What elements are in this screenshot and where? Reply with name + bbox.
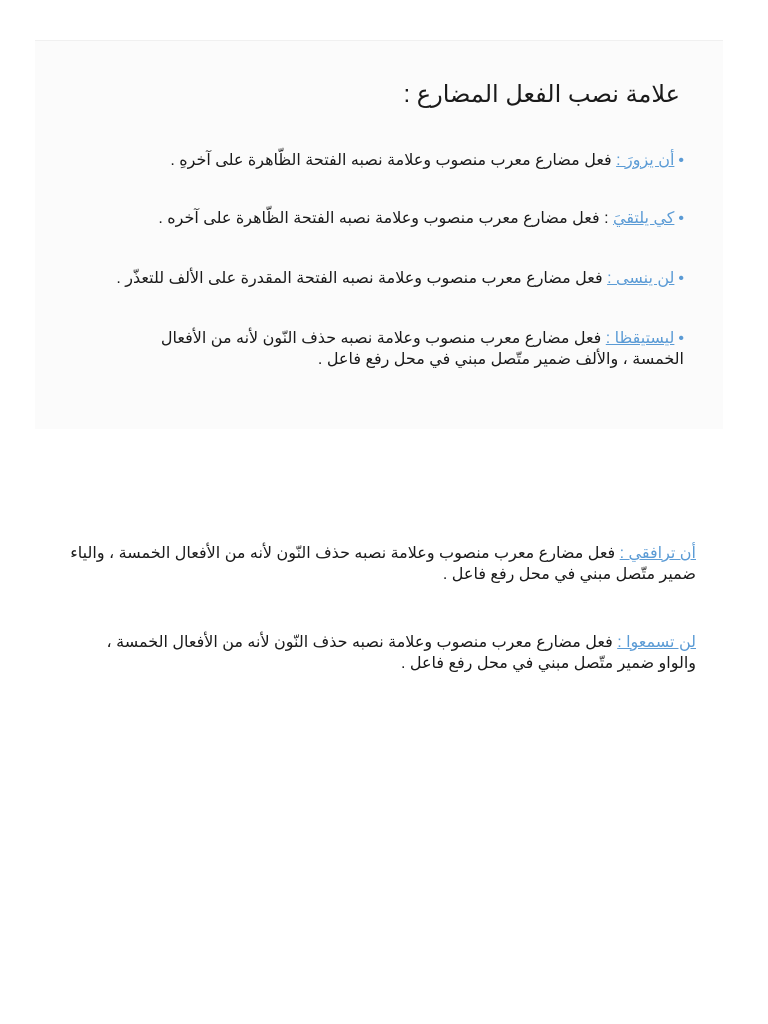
bullet-item bbox=[158, 208, 684, 229]
bullet-item bbox=[124, 328, 684, 370]
bullet-text: : فعل مضارع معرب منصوب وعلامة نصبه الفتحة الظّاهرة على آخره . bbox=[158, 210, 613, 227]
bullet-text: فعل مضارع معرب منصوب وعلامة نصبه حذف النّون لأنه من الأفعال الخمسة ، والألف ضمير متّصل مبني في محل رفع فاعل . bbox=[160, 330, 684, 368]
verb-label: ليستيقظا : bbox=[605, 330, 675, 347]
bullet-item bbox=[170, 150, 684, 171]
bullet-dot: • bbox=[678, 270, 684, 287]
paragraph bbox=[51, 543, 696, 585]
bullet-item bbox=[116, 268, 684, 289]
verb-label: لن تسمعوا : bbox=[617, 634, 696, 651]
slide-title: علامة نصب الفعل المضارع : bbox=[403, 81, 680, 108]
paragraph-text: فعل مضارع معرب منصوب وعلامة نصبه حذف النّون لأنه من الأفعال الخمسة ، والياء ضمير متّصل مبني في محل رفع فاعل . bbox=[70, 545, 696, 583]
bullet-dot: • bbox=[678, 152, 684, 169]
verb-label: أن ترافقي : bbox=[619, 545, 696, 562]
bullet-dot: • bbox=[678, 210, 684, 227]
bullet-text: فعل مضارع معرب منصوب وعلامة نصبه الفتحة الظّاهرة على آخرهِ . bbox=[170, 152, 617, 169]
verb-label: أن يزورَ : bbox=[616, 152, 675, 169]
bullet-text: فعل مضارع معرب منصوب وعلامة نصبه الفتحة المقدرة على الألف للتعذّر . bbox=[116, 270, 608, 287]
verb-label: لن ينسى : bbox=[607, 270, 675, 287]
paragraph bbox=[96, 632, 696, 674]
bullet-dot: • bbox=[678, 330, 684, 347]
paragraph-text: فعل مضارع معرب منصوب وعلامة نصبه حذف النّون لأنه من الأفعال الخمسة ، والواو ضمير متّصل مبني في محل رفع فاعل . bbox=[106, 634, 696, 672]
verb-label: كي يلتقيَ bbox=[612, 210, 675, 227]
